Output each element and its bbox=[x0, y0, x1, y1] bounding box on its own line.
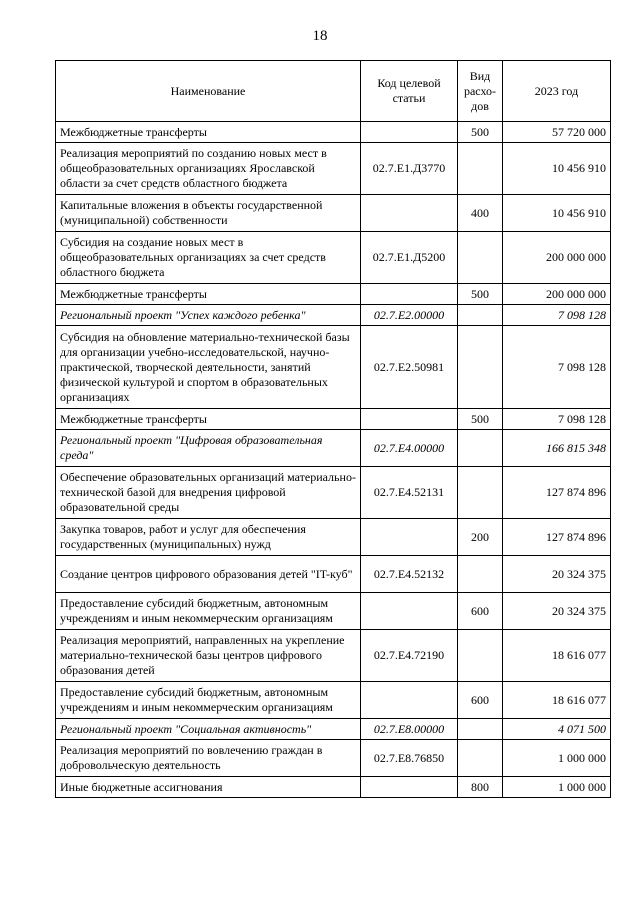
row-type bbox=[458, 556, 503, 593]
row-code: 02.7.E4.52131 bbox=[361, 467, 458, 519]
row-name: Капитальные вложения в объекты государственной (муниципальной) собственности bbox=[56, 195, 361, 232]
row-code: 02.7.E2.00000 bbox=[361, 305, 458, 326]
row-amount: 57 720 000 bbox=[503, 122, 611, 143]
row-code bbox=[361, 777, 458, 798]
row-amount: 7 098 128 bbox=[503, 326, 611, 409]
page-number: 18 bbox=[312, 28, 328, 44]
row-code: 02.7.E1.Д5200 bbox=[361, 232, 458, 284]
table-row bbox=[56, 682, 611, 719]
row-name: Создание центров цифрового образования детей "IT-куб" bbox=[56, 556, 361, 593]
row-name: Иные бюджетные ассигнования bbox=[56, 777, 361, 798]
row-code bbox=[361, 593, 458, 630]
row-code: 02.7.E8.76850 bbox=[361, 740, 458, 777]
row-type: 200 bbox=[458, 519, 503, 556]
table-row bbox=[56, 777, 611, 798]
row-type bbox=[458, 740, 503, 777]
table-row bbox=[56, 719, 611, 740]
row-name: Межбюджетные трансферты bbox=[56, 122, 361, 143]
table-row bbox=[56, 232, 611, 284]
row-code bbox=[361, 682, 458, 719]
row-amount: 127 874 896 bbox=[503, 467, 611, 519]
row-code bbox=[361, 284, 458, 305]
row-type bbox=[458, 305, 503, 326]
table-row bbox=[56, 430, 611, 467]
row-name: Реализация мероприятий по созданию новых мест в общеобразовательных организациях Ярославской области за счет средств областного бюджета bbox=[56, 143, 361, 195]
row-name: Реализация мероприятий, направленных на укрепление материально-технической базы центров цифрового образования детей bbox=[56, 630, 361, 682]
table-row bbox=[56, 305, 611, 326]
row-name: Обеспечение образовательных организаций материально-технической базой для внедрения цифровой образовательной среды bbox=[56, 467, 361, 519]
row-type: 600 bbox=[458, 682, 503, 719]
row-code: 02.7.E4.00000 bbox=[361, 430, 458, 467]
row-name: Межбюджетные трансферты bbox=[56, 409, 361, 430]
row-type: 400 bbox=[458, 195, 503, 232]
table-row bbox=[56, 630, 611, 682]
row-name: Региональный проект "Успех каждого ребенка" bbox=[56, 305, 361, 326]
row-amount: 18 616 077 bbox=[503, 682, 611, 719]
row-name: Межбюджетные трансферты bbox=[56, 284, 361, 305]
row-code bbox=[361, 409, 458, 430]
row-amount: 200 000 000 bbox=[503, 284, 611, 305]
table-row bbox=[56, 519, 611, 556]
row-name: Реализация мероприятий по вовлечению граждан в добровольческую деятельность bbox=[56, 740, 361, 777]
row-name: Предоставление субсидий бюджетным, автономным учреждениям и иным некоммерческим организациям bbox=[56, 593, 361, 630]
row-code: 02.7.E8.00000 bbox=[361, 719, 458, 740]
row-amount: 10 456 910 bbox=[503, 195, 611, 232]
row-type bbox=[458, 232, 503, 284]
row-type bbox=[458, 719, 503, 740]
row-amount: 18 616 077 bbox=[503, 630, 611, 682]
row-amount: 7 098 128 bbox=[503, 305, 611, 326]
row-code: 02.7.E4.72190 bbox=[361, 630, 458, 682]
row-code: 02.7.E2.50981 bbox=[361, 326, 458, 409]
table-row bbox=[56, 467, 611, 519]
table-row bbox=[56, 593, 611, 630]
table-row bbox=[56, 556, 611, 593]
row-type: 500 bbox=[458, 409, 503, 430]
row-amount: 4 071 500 bbox=[503, 719, 611, 740]
row-name: Закупка товаров, работ и услуг для обеспечения государственных (муниципальных) нужд bbox=[56, 519, 361, 556]
row-name: Субсидия на обновление материально-технической базы для организации учебно-исследовательской, научно-практической, творческой деятельности, занятий физической культурой и спортом в образовательных организациях bbox=[56, 326, 361, 409]
row-name: Региональный проект "Социальная активность" bbox=[56, 719, 361, 740]
table-row bbox=[56, 122, 611, 143]
row-amount: 20 324 375 bbox=[503, 556, 611, 593]
row-type bbox=[458, 143, 503, 195]
row-name: Региональный проект "Цифровая образовательная среда" bbox=[56, 430, 361, 467]
column-header-type: Вид расхо-дов bbox=[458, 61, 503, 122]
row-amount: 1 000 000 bbox=[503, 740, 611, 777]
row-code bbox=[361, 122, 458, 143]
table-row bbox=[56, 143, 611, 195]
row-code bbox=[361, 195, 458, 232]
row-type: 600 bbox=[458, 593, 503, 630]
row-code bbox=[361, 519, 458, 556]
row-type bbox=[458, 326, 503, 409]
row-amount: 127 874 896 bbox=[503, 519, 611, 556]
table-row bbox=[56, 409, 611, 430]
row-amount: 166 815 348 bbox=[503, 430, 611, 467]
row-type bbox=[458, 630, 503, 682]
row-amount: 7 098 128 bbox=[503, 409, 611, 430]
table-row bbox=[56, 284, 611, 305]
table-header-row bbox=[56, 61, 611, 122]
row-name: Предоставление субсидий бюджетным, автономным учреждениям и иным некоммерческим организациям bbox=[56, 682, 361, 719]
column-header-amount: 2023 год bbox=[503, 61, 611, 122]
row-type bbox=[458, 430, 503, 467]
column-header-code: Код целевой статьи bbox=[361, 61, 458, 122]
row-amount: 10 456 910 bbox=[503, 143, 611, 195]
table-row bbox=[56, 740, 611, 777]
table-row bbox=[56, 195, 611, 232]
row-amount: 1 000 000 bbox=[503, 777, 611, 798]
row-name: Субсидия на создание новых мест в общеобразовательных организациях за счет средств областного бюджета bbox=[56, 232, 361, 284]
row-amount: 20 324 375 bbox=[503, 593, 611, 630]
row-type: 800 bbox=[458, 777, 503, 798]
row-type: 500 bbox=[458, 122, 503, 143]
row-code: 02.7.E1.Д3770 bbox=[361, 143, 458, 195]
row-code: 02.7.E4.52132 bbox=[361, 556, 458, 593]
budget-table bbox=[55, 60, 611, 798]
row-type bbox=[458, 467, 503, 519]
row-amount: 200 000 000 bbox=[503, 232, 611, 284]
table-row bbox=[56, 326, 611, 409]
column-header-name: Наименование bbox=[56, 61, 361, 122]
row-type: 500 bbox=[458, 284, 503, 305]
